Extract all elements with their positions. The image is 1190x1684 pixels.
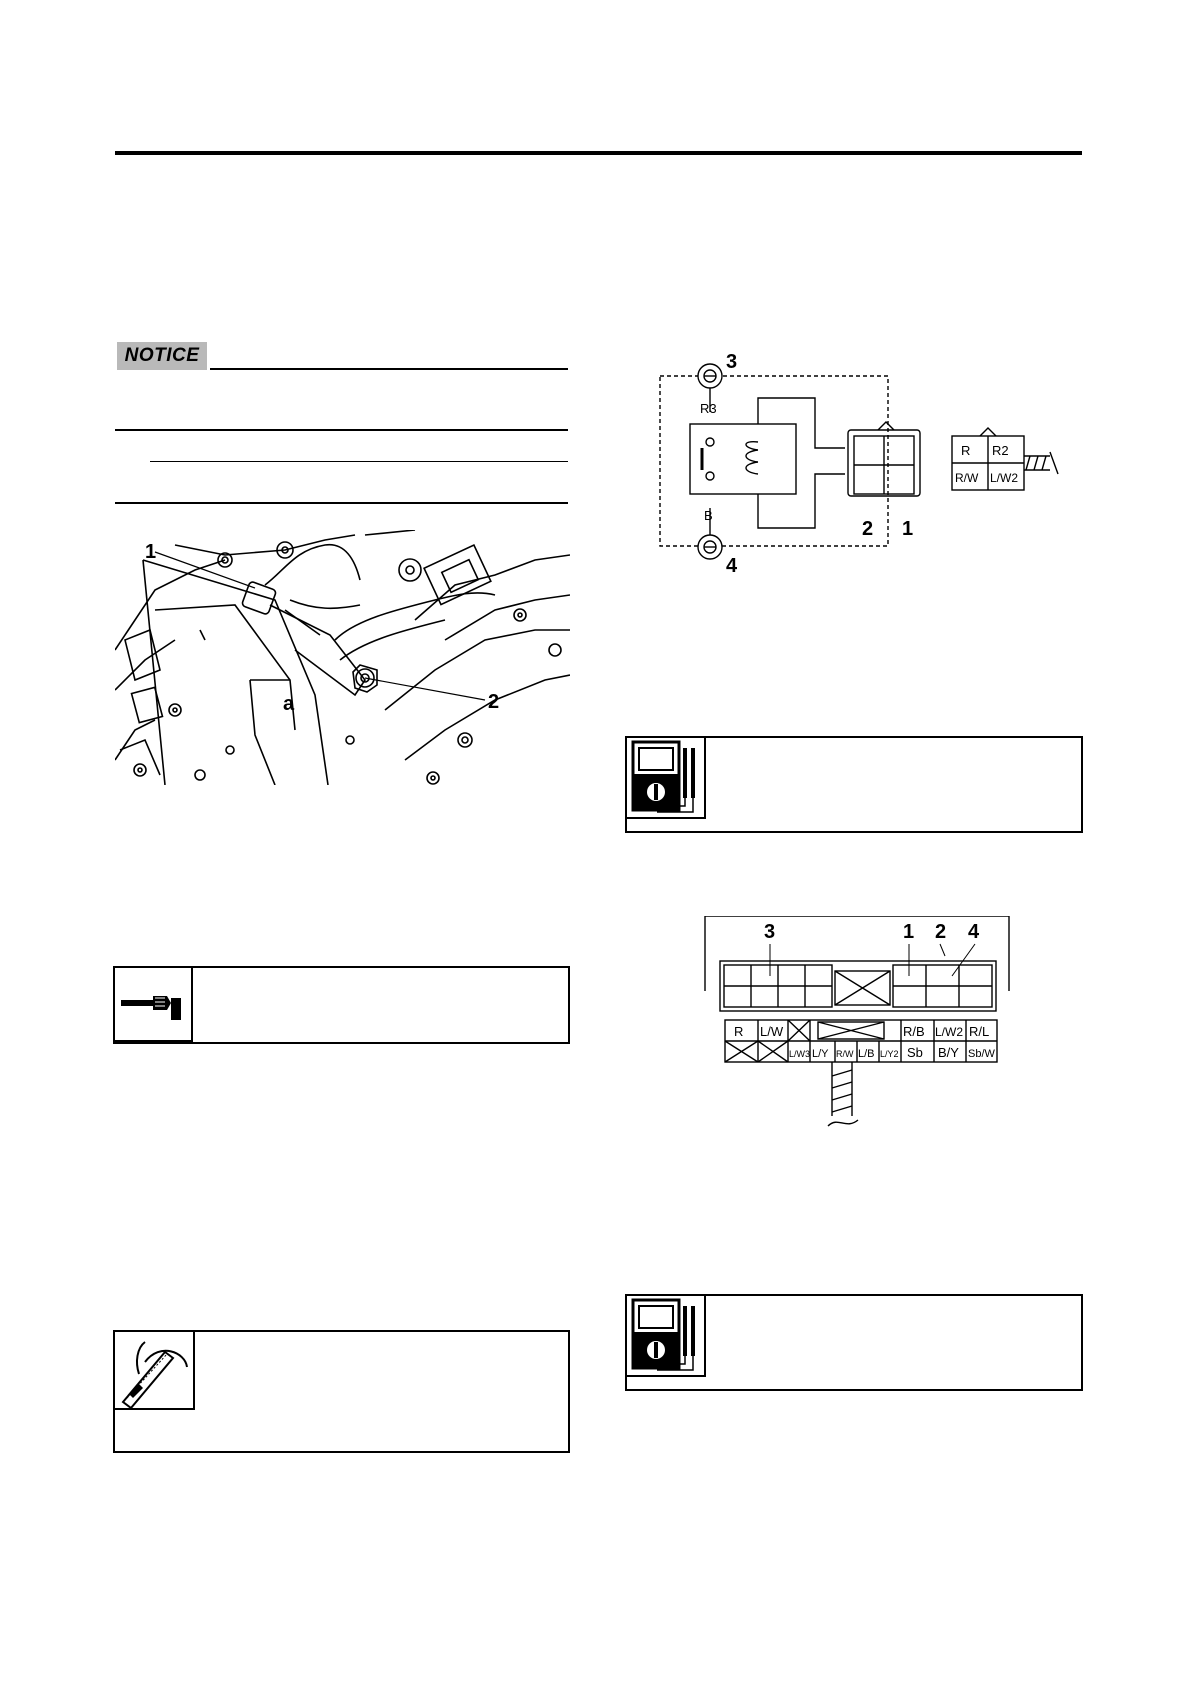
sub-rule — [150, 461, 568, 462]
fuse-callout-1: 1 — [903, 921, 915, 943]
fuse-label-r: R — [734, 1024, 744, 1039]
notice-end-rule — [115, 429, 568, 431]
photo-callout-a: a — [283, 693, 295, 715]
fuse-label-lw2: L/W2 — [935, 1025, 964, 1039]
connector-rw-label: R/W — [955, 471, 979, 485]
fuse-label-by: B/Y — [938, 1045, 959, 1060]
fuse-callout-2: 2 — [935, 921, 947, 943]
torque-wrench-icon-frame — [115, 968, 193, 1042]
notice-rule — [210, 368, 568, 370]
photo-callout-2: 2 — [488, 691, 500, 713]
fuse-callout-3: 3 — [764, 921, 776, 943]
fuse-label-rb: R/B — [903, 1024, 925, 1039]
sub-end-rule — [115, 502, 568, 504]
fuse-callout-4: 4 — [968, 921, 980, 943]
multimeter-icon — [627, 738, 703, 816]
photo-callout-1: 1 — [145, 541, 157, 563]
multimeter-icon-frame-2 — [627, 1296, 706, 1377]
fuse-label-sbw: Sb/W — [968, 1048, 995, 1060]
torque-wrench-icon — [115, 968, 189, 1040]
starter-relay-location-illustration — [115, 530, 570, 785]
connector-r2-label: R2 — [992, 443, 1009, 458]
thread-gauge-icon — [115, 1332, 191, 1408]
fuse-label-rw: R/W — [836, 1049, 854, 1059]
fuse-label-ly: L/Y — [812, 1048, 829, 1060]
fuse-box-diagram — [700, 916, 1015, 1136]
connector-lw2-label: L/W2 — [990, 471, 1019, 485]
starter-relay-diagram — [630, 340, 1070, 580]
header-rule — [115, 151, 1082, 155]
thread-gauge-icon-frame — [115, 1332, 195, 1410]
connector-r-label: R — [961, 443, 971, 458]
fuse-label-lb: L/B — [858, 1048, 875, 1060]
multimeter-icon — [627, 1296, 703, 1374]
relay-callout-2: 2 — [862, 518, 874, 540]
torque-spec-box — [113, 966, 570, 1044]
multimeter-icon-frame-1 — [627, 738, 706, 819]
relay-callout-3: 3 — [726, 351, 738, 373]
fuse-label-rl: R/L — [969, 1024, 990, 1039]
terminal-r3-label: R3 — [700, 401, 717, 416]
fuse-label-sb: Sb — [907, 1045, 923, 1060]
relay-callout-1: 1 — [902, 518, 914, 540]
fuse-label-ly2: L/Y2 — [880, 1049, 899, 1059]
terminal-b-label: B — [704, 508, 713, 523]
relay-callout-4: 4 — [726, 555, 738, 577]
notice-badge: NOTICE — [117, 342, 207, 370]
tool-spec-box — [113, 1330, 570, 1453]
fuse-label-lw: L/W — [760, 1024, 784, 1039]
fuse-label-lw3: L/W3 — [789, 1049, 811, 1059]
multimeter-spec-box-2 — [625, 1294, 1083, 1391]
multimeter-spec-box-1 — [625, 736, 1083, 833]
